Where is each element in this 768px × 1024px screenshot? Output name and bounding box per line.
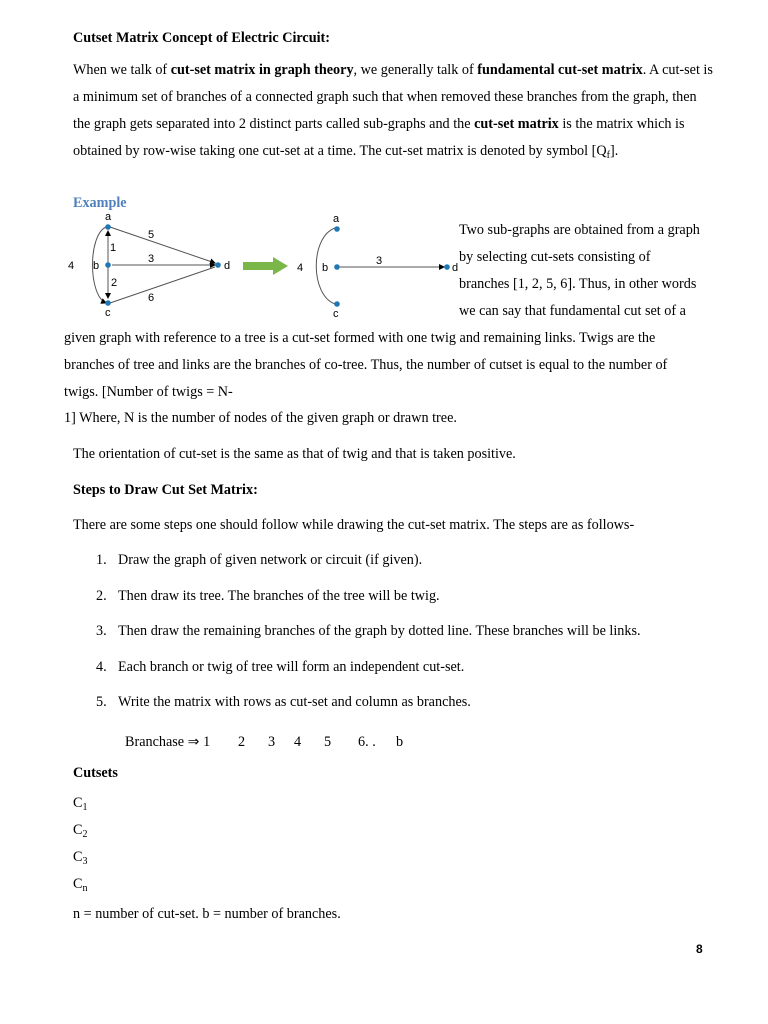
cutset-subscript: 1 — [82, 802, 88, 813]
step-number: 1. — [96, 552, 107, 568]
full-text-line-3: twigs. [Number of twigs = N- — [64, 384, 233, 400]
cutsets-heading: Cutsets — [73, 765, 118, 781]
cutset-base: C — [73, 795, 83, 811]
step-number: 4. — [96, 659, 107, 675]
label-d: d — [224, 260, 231, 272]
intro-paragraph — [73, 57, 713, 169]
cutset-graph-figure — [60, 205, 460, 320]
sub-label-c: c — [333, 308, 339, 320]
subgraph-figure — [297, 213, 458, 320]
branch-col-3: 3 — [268, 734, 276, 750]
branch-col-2: 2 — [238, 734, 246, 750]
node-a — [105, 224, 111, 230]
intro-bold-2: fundamental cut-set matrix — [477, 62, 643, 78]
branch-col-6: 6. . — [358, 734, 376, 750]
example-label: Example — [73, 195, 127, 211]
branch-col-b: b — [396, 734, 404, 750]
sub-label-a: a — [333, 213, 340, 225]
branch-5-line — [110, 227, 215, 263]
side-text-line-4: we can say that fundamental cut set of a — [459, 303, 686, 319]
sub-node-d — [444, 264, 450, 270]
transform-arrow-icon — [243, 257, 288, 275]
node-d — [215, 262, 221, 268]
label-branch-2: 2 — [111, 277, 118, 289]
intro-subscript: f — [606, 150, 610, 161]
step-text: Write the matrix with rows as cut-set and column as branches. — [118, 694, 471, 710]
sub-label-b: b — [322, 262, 329, 274]
intro-bold-3: cut-set matrix — [474, 116, 559, 132]
sub-node-b — [334, 264, 340, 270]
sub-label-branch-4: 4 — [297, 262, 304, 274]
step-number: 3. — [96, 623, 107, 639]
step-text: Then draw its tree. The branches of the tree will be twig. — [118, 588, 440, 604]
node-b — [105, 262, 111, 268]
node-c — [105, 300, 111, 306]
side-text-line-1: Two sub-graphs are obtained from a graph — [459, 222, 700, 238]
cutset-base: C — [73, 822, 83, 838]
full-text-line-2: branches of tree and links are the branches of co-tree. Thus, the number of cutset is equal to the number of — [64, 357, 668, 373]
label-a: a — [105, 211, 112, 223]
original-graph — [68, 211, 230, 319]
step-number: 5. — [96, 694, 107, 710]
intro-text-5: ]. — [609, 143, 619, 159]
side-text-line-3: branches [1, 2, 5, 6]. Thus, in other words — [459, 276, 697, 292]
step-text: Then draw the remaining branches of the graph by dotted line. These branches will be links. — [118, 623, 641, 639]
nodes-line: 1] Where, N is the number of nodes of the given graph or drawn tree. — [64, 410, 457, 426]
sub-label-branch-3: 3 — [376, 255, 383, 267]
step-text: Each branch or twig of tree will form an independent cut-set. — [118, 659, 465, 675]
intro-bold-1: cut-set matrix in graph theory — [170, 62, 354, 78]
step-number: 2. — [96, 588, 107, 604]
cutset-base: C — [73, 876, 83, 892]
cutset-subscript: 2 — [82, 829, 88, 840]
intro-text-3: . A cut-set is a minimum set of branches of a connected graph such that when removed these branches from the graph, then the graph gets separated into 2 distinct parts called sub-graphs and the — [73, 62, 713, 132]
page-title: Cutset Matrix Concept of Electric Circuit: — [73, 30, 331, 46]
label-branch-6: 6 — [148, 292, 155, 304]
step-text: Draw the graph of given network or circuit (if given). — [118, 552, 423, 568]
page-number: 8 — [696, 942, 703, 956]
label-c: c — [105, 307, 111, 319]
cutset-subscript: n — [82, 883, 88, 894]
label-branch-1: 1 — [110, 242, 117, 254]
intro-text-1: When we talk of — [73, 62, 171, 78]
cutset-subscript: 3 — [82, 856, 88, 867]
footer-note: n = number of cut-set. b = number of branches. — [73, 906, 341, 922]
sub-node-a — [334, 226, 340, 232]
sub-node-c — [334, 301, 340, 307]
orientation-text: The orientation of cut-set is the same as that of twig and that is taken positive. — [73, 446, 516, 462]
intro-text-4: is the matrix which is obtained by row-wise taking one cut-set at a time. The cut-set matrix is denoted by symbol [Q — [73, 116, 685, 159]
label-b: b — [93, 260, 100, 272]
full-text-line-1: given graph with reference to a tree is a cut-set formed with one twig and remaining links. Twigs are the — [64, 330, 656, 346]
steps-heading: Steps to Draw Cut Set Matrix: — [73, 482, 258, 498]
intro-text-2: , we generally talk of — [353, 62, 478, 78]
branch-col-4: 4 — [294, 734, 302, 750]
branch-6-line — [110, 267, 215, 303]
sub-label-d: d — [452, 262, 459, 274]
side-text-line-2: by selecting cut-sets consisting of — [459, 249, 651, 265]
branch-col-5: 5 — [324, 734, 332, 750]
label-branch-3: 3 — [148, 253, 155, 265]
label-branch-4: 4 — [68, 260, 75, 272]
cutset-row-n — [73, 871, 87, 902]
branches-label: Branchase ⇒ 1 — [125, 734, 211, 750]
steps-intro: There are some steps one should follow while drawing the cut-set matrix. The steps are as follows- — [73, 517, 635, 533]
label-branch-5: 5 — [148, 229, 155, 241]
cutset-base: C — [73, 849, 83, 865]
